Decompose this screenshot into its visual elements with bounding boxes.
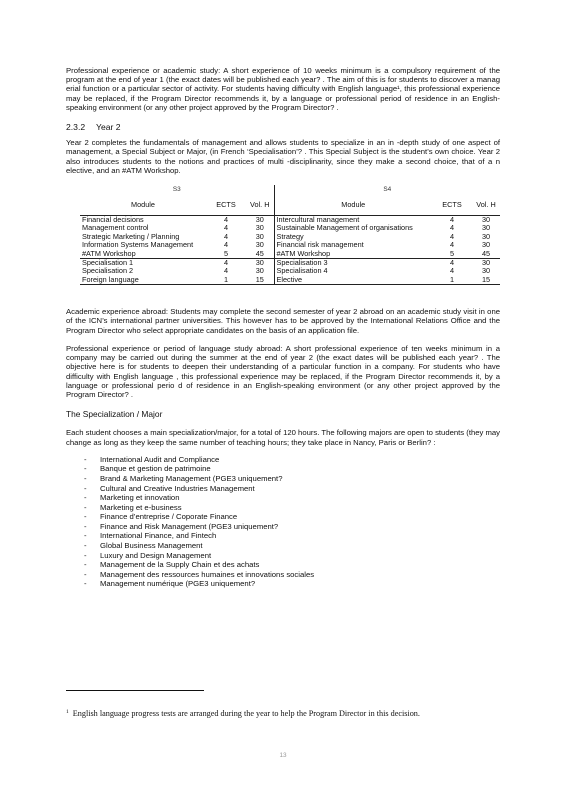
semester-s4-label: S4 bbox=[274, 185, 500, 195]
column-header-module: Module bbox=[80, 195, 206, 216]
abroad-paragraph: Academic experience abroad: Students may complete the second semester of year 2 abroad on an academic study visit in one of the ICN’s international partner universities. This however has to be approved by the International Relations Office and the Program Director who select appropriate candidates on the basis of an application file. bbox=[66, 307, 500, 335]
list-item bbox=[84, 484, 500, 494]
vol-cell: 45 bbox=[255, 248, 264, 258]
module-cell: Foreign language bbox=[80, 276, 206, 285]
ects-cell: 4 bbox=[223, 231, 229, 241]
column-header-ects: ECTS bbox=[432, 195, 472, 216]
bullet-dash: - bbox=[84, 473, 87, 483]
module-cell: Management control bbox=[82, 223, 149, 233]
list-item bbox=[84, 579, 500, 589]
major-label: Banque et gestion de patrimoine bbox=[100, 464, 211, 474]
vol-cell: 45 bbox=[481, 248, 491, 258]
ects-cell: 4 bbox=[223, 266, 229, 276]
footnote-divider bbox=[66, 690, 204, 691]
major-label: Management des ressources humaines et innovations sociales bbox=[100, 569, 315, 579]
module-cell: Information Systems Management bbox=[82, 240, 194, 250]
module-cell: Specialisation 4 bbox=[274, 267, 432, 275]
vol-cell: 30 bbox=[255, 215, 264, 225]
ects-cell: 4 bbox=[223, 240, 229, 250]
ects-cell: 4 bbox=[206, 259, 246, 268]
module-cell: Specialisation 3 bbox=[274, 259, 432, 268]
column-header-vol: Vol. H bbox=[246, 195, 274, 216]
list-item bbox=[84, 531, 500, 541]
major-label: Finance d’entreprise / Coporate Finance bbox=[100, 512, 238, 522]
ects-cell: 1 bbox=[432, 276, 472, 285]
module-cell: #ATM Workshop bbox=[274, 250, 432, 259]
module-cell: #ATM Workshop bbox=[82, 248, 136, 258]
vol-cell: 15 bbox=[246, 276, 274, 285]
vol-cell: 30 bbox=[472, 259, 500, 268]
major-label: Cultural and Creative Industries Management bbox=[100, 483, 255, 493]
bullet-dash: - bbox=[84, 521, 87, 531]
major-label: International Audit and Compliance bbox=[100, 454, 220, 464]
major-label: Brand & Marketing Management (PGE3 uniquement? bbox=[100, 473, 283, 483]
majors-list bbox=[66, 455, 500, 589]
vol-cell: 30 bbox=[255, 231, 264, 241]
section-number: 2.3.2 bbox=[66, 122, 86, 133]
vol-cell: 30 bbox=[481, 223, 491, 233]
ects-cell: 5 bbox=[223, 248, 229, 258]
ects-cell: 1 bbox=[206, 276, 246, 285]
vol-cell: 30 bbox=[255, 240, 264, 250]
major-label: Luxury and Design Management bbox=[100, 550, 212, 560]
list-item bbox=[84, 560, 500, 570]
vol-cell: 30 bbox=[255, 223, 264, 233]
ects-cell: 4 bbox=[432, 259, 472, 268]
intro-paragraph: Professional experience or academic study: A short experience of 10 weeks minimum is a compulsory requirement of the program at the end of year 1 (the exact dates will be published each year? . The aim of this is for students to discover a manag erial function or a particular sector of activity. For students having difficulty with English language¹, this professional experience may be replaced, if the Program Director recommends it, by a language or professional period of residence in an English-speaking environment (or any other project approved by the Program Director? . bbox=[66, 66, 500, 112]
ects-cell: 4 bbox=[223, 215, 229, 225]
list-item bbox=[84, 474, 500, 484]
bullet-dash: - bbox=[84, 502, 87, 512]
vol-cell: 30 bbox=[481, 266, 491, 276]
vol-cell: 30 bbox=[246, 259, 274, 268]
specialization-heading: The Specialization / Major bbox=[66, 409, 163, 420]
page-number: 13 bbox=[279, 752, 287, 759]
list-item bbox=[84, 464, 500, 474]
bullet-dash: - bbox=[84, 560, 87, 570]
ects-cell: 5 bbox=[449, 248, 455, 258]
section-heading bbox=[66, 123, 500, 132]
module-cell: Specialisation 1 bbox=[80, 259, 206, 268]
year2-paragraph: Year 2 completes the fundamentals of management and allows students to specialize in an in -depth study of one aspect of management, a Special Subject or Major, (in French ‘Specialisation’? . This Special Subject is the student’s own choice. Year 2 also introduces students to the notions and practices of multi -disciplinarity, since they make a second choice, that of a n elective, and an #ATM Workshop. bbox=[66, 138, 500, 175]
major-label: Global Business Management bbox=[100, 541, 203, 551]
table-body bbox=[80, 216, 500, 285]
list-item bbox=[84, 541, 500, 551]
vol-cell: 30 bbox=[481, 231, 491, 241]
ects-cell: 4 bbox=[449, 240, 455, 250]
column-header-module: Module bbox=[274, 195, 432, 216]
bullet-dash: - bbox=[84, 541, 87, 551]
list-item bbox=[84, 570, 500, 580]
section-title: Year 2 bbox=[96, 122, 121, 133]
vol-cell: 15 bbox=[472, 276, 500, 285]
modules-table bbox=[80, 185, 500, 285]
footnote-text: English language progress tests are arranged during the year to help the Program Director in this decision. bbox=[72, 709, 420, 718]
bullet-dash: - bbox=[84, 531, 87, 541]
major-label: Management numérique (PGE3 uniquement? bbox=[100, 579, 256, 589]
column-header-vol: Vol. H bbox=[472, 195, 500, 216]
bullet-dash: - bbox=[84, 493, 87, 503]
module-cell: Sustainable Management of organisations bbox=[274, 224, 432, 232]
table-row bbox=[80, 276, 500, 285]
vol-cell: 30 bbox=[481, 240, 491, 250]
ects-cell: 4 bbox=[449, 231, 455, 241]
list-item bbox=[84, 503, 500, 513]
bullet-dash: - bbox=[84, 579, 87, 589]
vol-cell: 30 bbox=[255, 266, 264, 276]
bullet-dash: - bbox=[84, 569, 87, 579]
bullet-dash: - bbox=[84, 483, 87, 493]
ects-cell: 4 bbox=[449, 266, 455, 276]
major-label: Marketing et innovation bbox=[100, 493, 180, 503]
list-item bbox=[84, 493, 500, 503]
ects-cell: 4 bbox=[223, 223, 229, 233]
major-label: Management de la Supply Chain et des achats bbox=[100, 560, 260, 570]
list-item bbox=[84, 512, 500, 522]
bullet-dash: - bbox=[84, 464, 87, 474]
module-cell: Specialisation 2 bbox=[82, 266, 134, 276]
semester-s3-label: S3 bbox=[172, 185, 181, 193]
major-label: Marketing et e-business bbox=[100, 502, 182, 512]
specialization-paragraph: Each student chooses a main specialization/major, for a total of 120 hours. The following majors are open to students (they may change as long as they keep the same number of teaching hours; they take place in Nancy, Paris or Berlin? : bbox=[66, 428, 501, 447]
bullet-dash: - bbox=[84, 454, 87, 464]
bullet-dash: - bbox=[84, 512, 87, 522]
ects-cell: 4 bbox=[449, 215, 455, 225]
module-cell: Strategy bbox=[274, 233, 432, 241]
major-label: International Finance, and Fintech bbox=[100, 531, 217, 541]
list-item bbox=[84, 551, 500, 561]
vol-cell: 30 bbox=[481, 215, 491, 225]
list-item bbox=[84, 455, 500, 465]
module-cell: Strategic Marketing / Planning bbox=[82, 231, 180, 241]
page-body bbox=[66, 66, 500, 589]
footnote-marker: 1 bbox=[66, 709, 69, 715]
footnote bbox=[66, 709, 506, 718]
bullet-dash: - bbox=[84, 550, 87, 560]
module-cell: Financial decisions bbox=[82, 215, 144, 225]
ects-cell: 4 bbox=[449, 223, 455, 233]
module-cell: Financial risk management bbox=[274, 241, 432, 249]
major-label: Finance and Risk Management (PGE3 uniquement? bbox=[100, 521, 279, 531]
module-cell: Intercultural management bbox=[274, 216, 432, 225]
professional-paragraph: Professional experience or period of language study abroad: A short professional experience of ten weeks minimum in a company may be carried out during the summer at the end of year 2 (the exact dates will be published each year? . The objective here is for students to deepen their understanding of a particular function in a company. For students who have difficulty with English language , this professional experience may be replaced, if the Program Director recommends it, by a language or professional perio d of residence in an English-speaking environment (or any other project approved by the Program Director? . bbox=[66, 343, 500, 399]
list-item bbox=[84, 522, 500, 532]
column-header-ects: ECTS bbox=[206, 195, 246, 216]
module-cell: Elective bbox=[274, 276, 432, 285]
